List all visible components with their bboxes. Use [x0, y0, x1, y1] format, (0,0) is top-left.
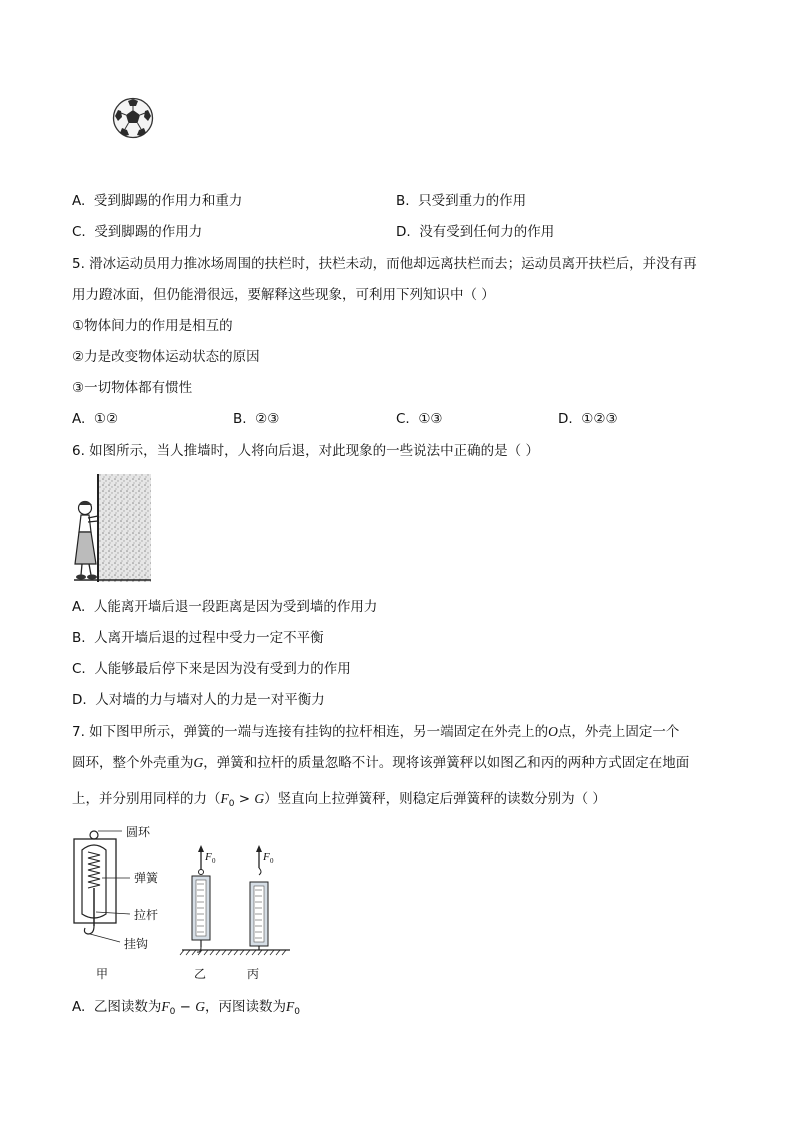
q6-option-c: C. 人能够最后停下来是因为没有受到力的作用 — [72, 661, 351, 677]
q5-knowledge-2: ②力是改变物体运动状态的原因 — [72, 349, 260, 365]
q4-option-d: D. 没有受到任何力的作用 — [396, 224, 555, 240]
label-yi: 乙 — [194, 967, 207, 981]
label-rod: 拉杆 — [134, 908, 159, 922]
q5-option-b: B. ②③ — [233, 411, 280, 427]
q5-stem-line1: 5. 滑冰运动员用力推冰场周围的扶栏时，扶栏未动，而他却远离扶栏而去；运动员离开扶栏后，并没有再 — [72, 256, 697, 272]
q5-stem-line2: 用力蹬冰面，但仍能滑很远，要解释这些现象，可利用下列知识中（ ） — [72, 287, 495, 303]
q4-option-c: C. 受到脚踢的作用力 — [72, 224, 203, 240]
label-force-bing: F — [263, 851, 270, 863]
q7-stem-line1: 7. 如下图甲所示，弹簧的一端与连接有挂钩的拉杆相连，另一端固定在外壳上的O点，外壳上固定一个 — [72, 724, 680, 740]
q6-stem: 6. 如图所示，当人推墙时，人将向后退，对此现象的一些说法中正确的是（ ） — [72, 443, 539, 459]
person-pushing-wall-figure — [72, 472, 152, 584]
q5-option-d: D. ①②③ — [558, 411, 618, 427]
label-jia: 甲 — [96, 967, 109, 981]
q5-option-c: C. ①③ — [396, 411, 443, 427]
q7-stem-line2: 圆环，整个外壳重为G，弹簧和拉杆的质量忽略不计。现将该弹簧秤以如图乙和丙的两种方式固定在地面 — [72, 755, 690, 771]
q5-option-a: A. ①② — [72, 411, 119, 427]
label-bing: 丙 — [247, 967, 260, 981]
label-ring: 圆环 — [126, 825, 151, 839]
q4-option-a: A. 受到脚踢的作用力和重力 — [72, 193, 243, 209]
figure-jia-spring-scale — [74, 831, 130, 942]
q5-knowledge-1: ①物体间力的作用是相互的 — [72, 318, 233, 334]
label-spring: 弹簧 — [134, 871, 159, 885]
q4-option-b: B. 只受到重力的作用 — [396, 193, 527, 209]
q5-knowledge-3: ③一切物体都有惯性 — [72, 380, 193, 396]
label-force-yi-sub: 0 — [212, 857, 216, 865]
q6-option-a: A. 人能离开墙后退一段距离是因为受到墙的作用力 — [72, 599, 378, 615]
q6-option-d: D. 人对墙的力与墙对人的力是一对平衡力 — [72, 692, 325, 708]
spring-scale-figures — [64, 822, 294, 982]
q7-option-a: A. 乙图读数为$F_0 - G$，丙图读数为$F_0$ — [72, 999, 301, 1017]
label-hook: 挂钩 — [124, 937, 149, 951]
label-force-yi: F — [205, 851, 212, 863]
soccer-ball-figure — [111, 96, 155, 140]
q6-option-b: B. 人离开墙后退的过程中受力一定不平衡 — [72, 630, 324, 646]
q7-stem-line3: 上，并分别用同样的力$(F_0 > G)$竖直向上拉弹簧秤，则稳定后弹簧秤的读数分别为（ ） — [72, 791, 606, 809]
label-force-bing-sub: 0 — [270, 857, 274, 865]
